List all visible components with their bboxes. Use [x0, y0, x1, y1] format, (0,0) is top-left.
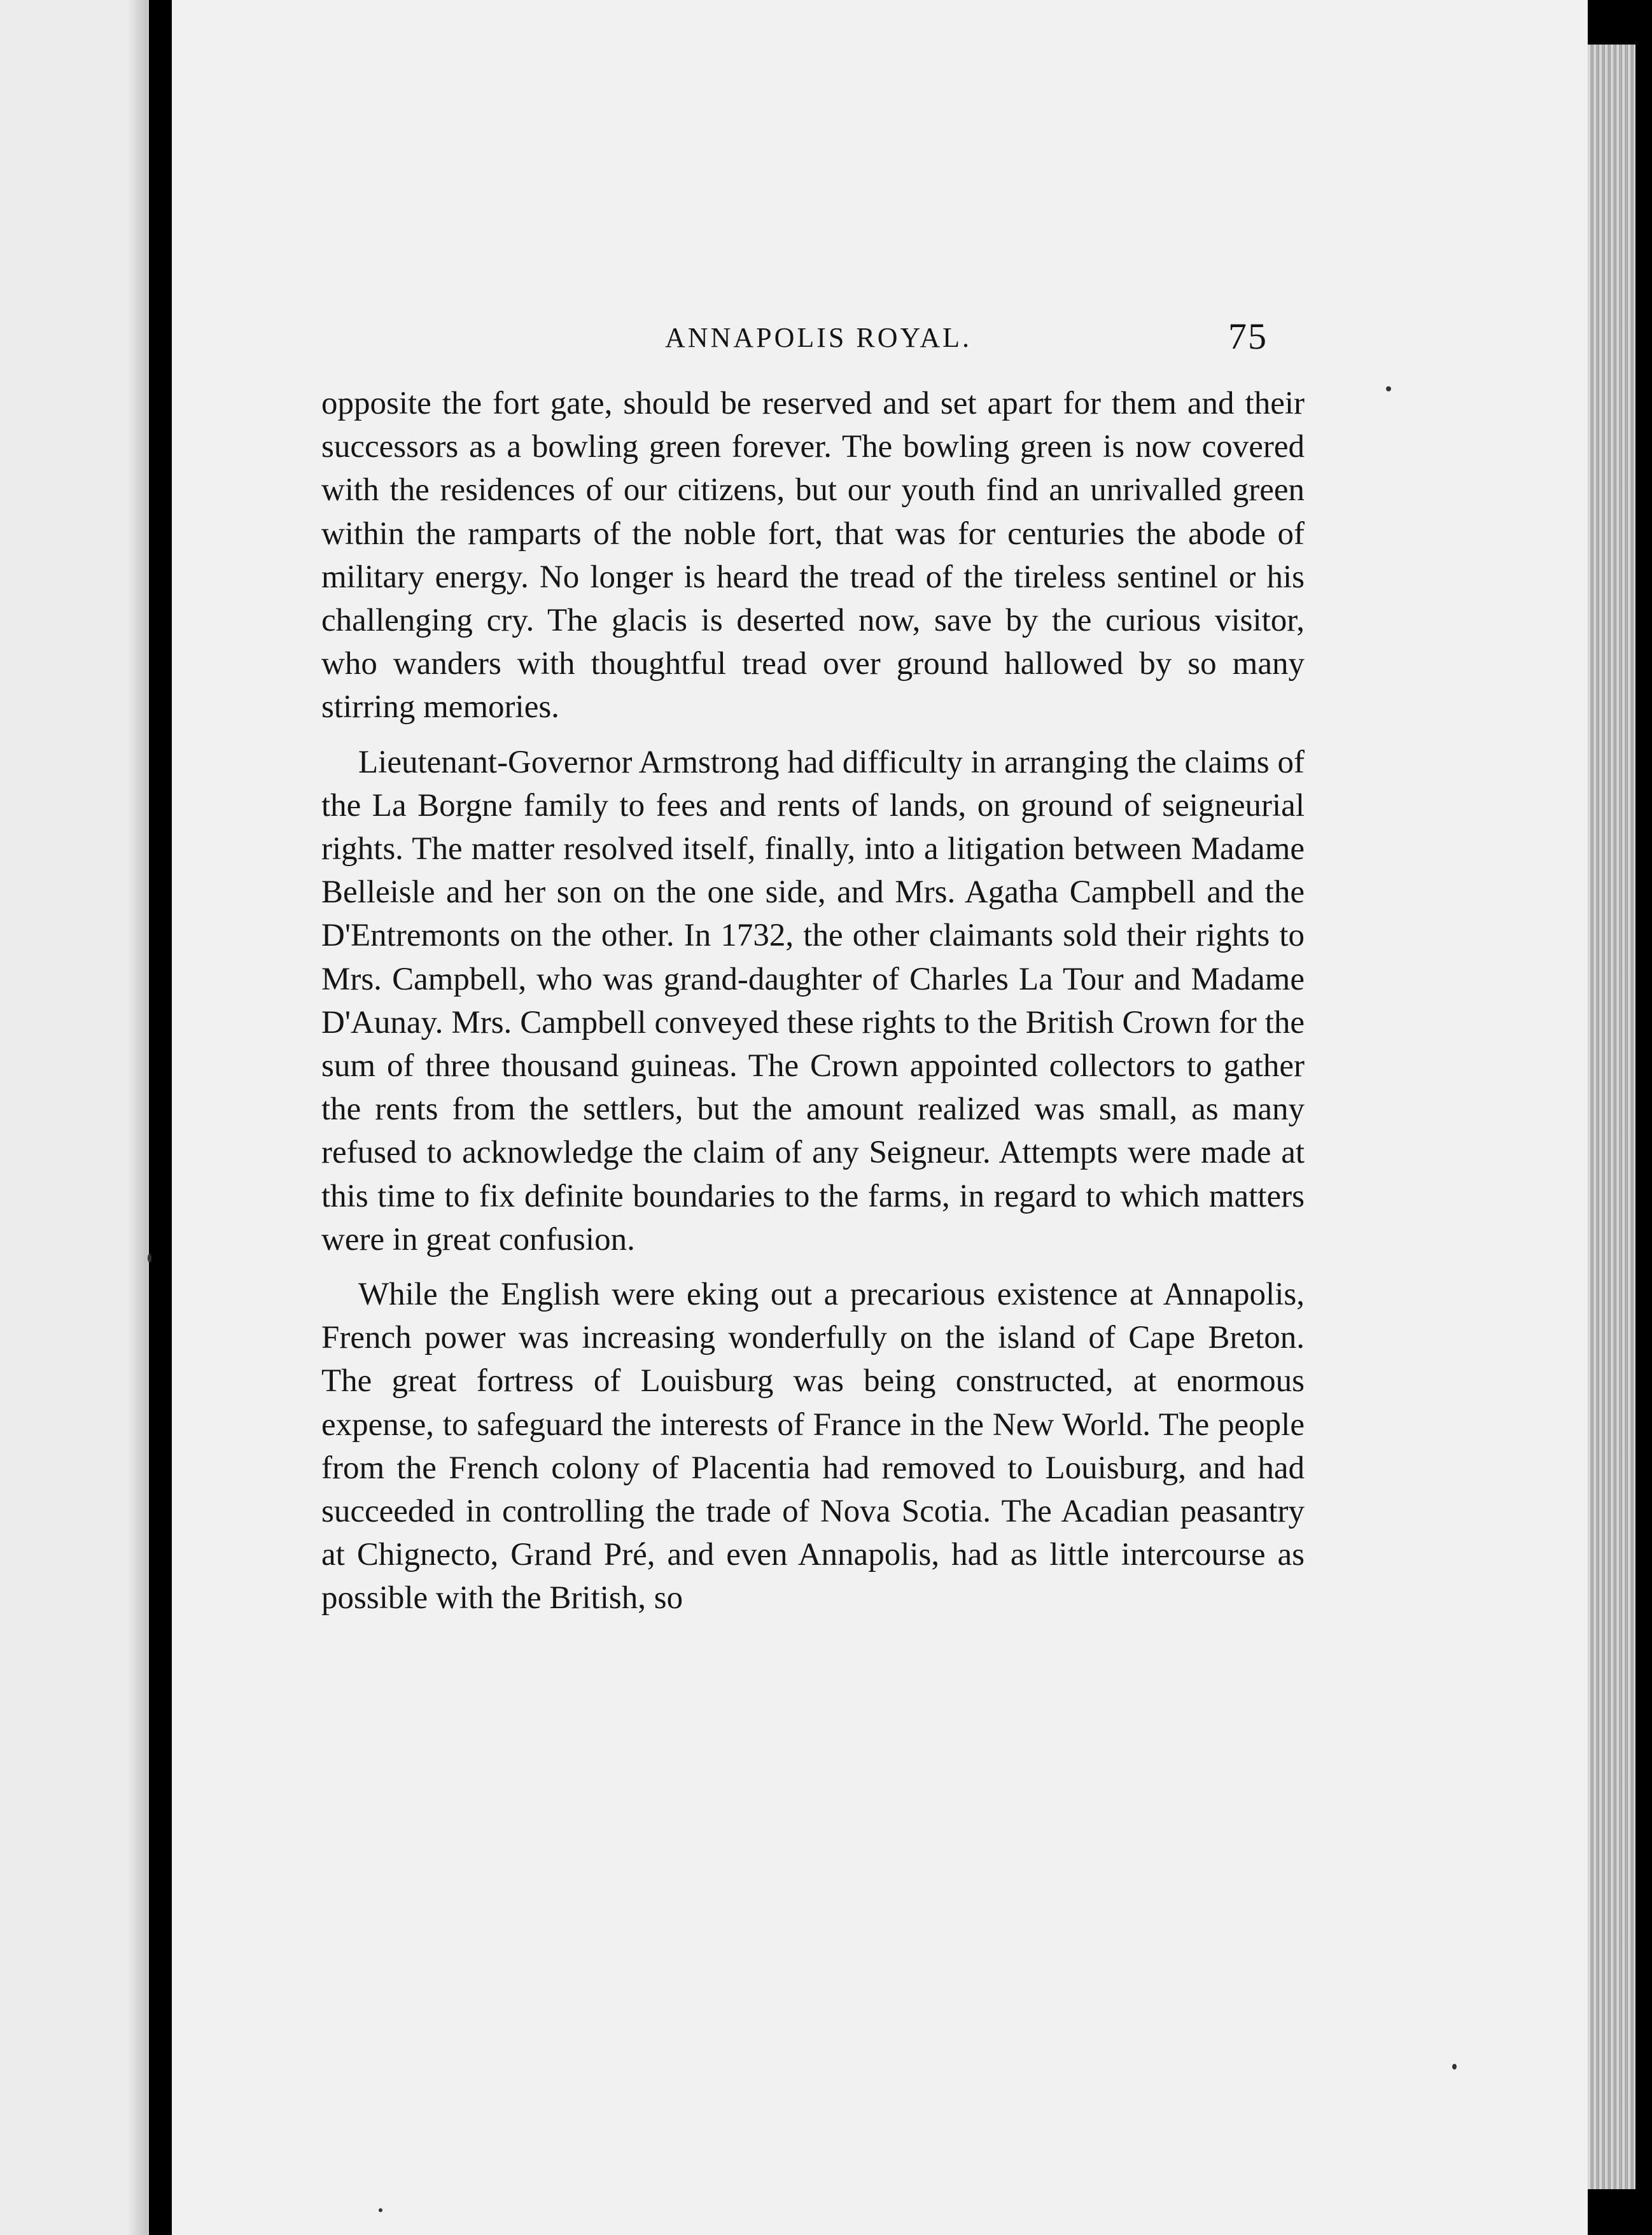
- body-text: [321, 382, 1305, 1620]
- running-head-title: ANNAPOLIS ROYAL.: [665, 322, 972, 353]
- running-head: [172, 315, 1588, 366]
- dust-speck: [379, 2208, 382, 2212]
- paragraph-louisburg: While the English were eking out a precarious existence at Annapolis, French power was increasing wonderfully on the island of Cape Breton. The great fortress of Louisburg was being constructed, at enormous expense, to safeguard the interests of France in the New World. The people from the French colony of Placentia had removed to Louisburg, and had succeeded in controlling the trade of Nova Scotia. The Acadian peasantry at Chignecto, Grand Pré, and even Annapolis, had as little intercourse as possible with the British, so: [321, 1277, 1305, 1616]
- dust-speck: [1452, 2064, 1457, 2070]
- paragraph-armstrong: Lieutenant-Governor Armstrong had difficulty in arranging the claims of the La Borgne family to fees and rents of lands, on ground of seigneurial rights. The matter resolved itself, finally, into a litigation between Madame Belleisle and her son on the one side, and Mrs. Agatha Campbell and the D'Entremonts on the other. In 1732, the other claimants sold their rights to Mrs. Campbell, who was grand-daughter of Charles La Tour and Madame D'Aunay. Mrs. Campbell conveyed these rights to the British Crown for the sum of three thousand guineas. The Crown appointed collectors to gather the rents from the settlers, but the amount realized was small, as many refused to acknowledge the claim of any Seigneur. Attempts were made at this time to fix definite boundaries to the farms, in regard to which matters were in great confusion.: [321, 744, 1305, 1258]
- dust-speck: [1386, 386, 1391, 391]
- page-number: 75: [1228, 316, 1268, 357]
- dust-speck: [148, 1254, 151, 1263]
- previous-page-edge: [0, 0, 149, 2235]
- paragraph-continued: opposite the fort gate, should be reserved and set apart for them and their successors as a bowling green forever. The bowling green is now covered with the residences of our citizens, but our youth find an unrivalled green within the ramparts of the noble fort, that was for centuries the abode of military energy. No longer is heard the tread of the tireless sentinel or his challenging cry. The glacis is deserted now, save by the curious visitor, who wanders with thoughtful tread over ground hallowed by so many stirring memories.: [321, 386, 1305, 725]
- page-stack-edges: [1588, 45, 1635, 2189]
- gutter-shadow: [127, 0, 148, 2235]
